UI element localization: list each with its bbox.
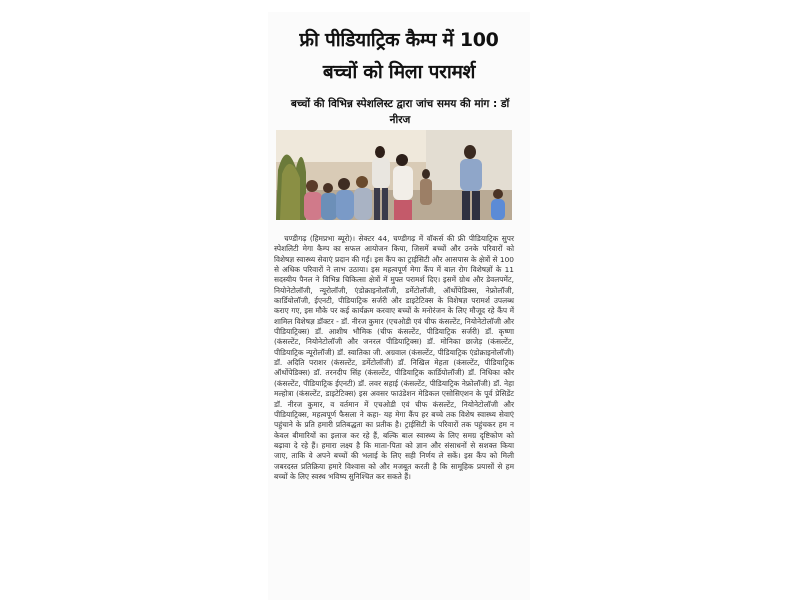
subheadline: बच्चों की विभिन्न स्पेशलिस्ट द्वारा जांच समय की मांग : डॉ नीरज [290, 98, 510, 126]
news-photo [276, 130, 512, 220]
camp-photo-illustration [276, 130, 512, 220]
headline-line-2: बच्चों को मिला परामर्श [322, 61, 476, 83]
headline [268, 24, 530, 88]
article-body: चण्डीगढ़ (हिमप्रभा ब्यूरो)। सेक्टर 44, चण्डीगढ़ में वॉकर्स की फ्री पीडियाट्रिक सुपर स्पेशलिटी मेगा कैम्प का सफल आयोजन किया, जिसमें बच्चों और उनके परिवारों को विशेषज्ञ स्वास्थ्य सेवाएं प्रदान की गईं। इस कैंप का ट्राईसिटी और आसपास के क्षेत्रों से 100 से अधिक परिवारों ने लाभ उठाया। इस महत्वपूर्ण मेगा कैंप में बाल रोग विशेषज्ञों के 11 सदस्यीय पैनल ने विभिन्न चिकित्सा क्षेत्रों में मुफ्त परामर्श दिए। इसमें ग्रोथ और डेवलपमेंट, नियोनेटोलॉजी, न्यूरोलॉजी, एंडोक्राइनोलॉजी, डर्मेटोलॉजी, ऑर्थोपेडिक्स, नेफ्रोलॉजी, कार्डियोलॉजी, ईएनटी, पीडियाट्रिक सर्जरी और डाइटेटिक्स के विशेषज्ञ परामर्श उपलब्ध कराए गए, इस मौके पर कई कार्यक्रम करवाए बच्चों के मनोरंजन के लिए मौजूद रहे कैंप में शामिल विशेषज्ञ डॉक्टर - डॉ. नीरज कुमार (एचओडी एवं चीफ कंसल्टेंट, नियोनेटोलॉजी और पीडियाट्रिक्स) डॉ. आशीष भौमिक (चीफ कंसल्टेंट, पीडियाट्रिक सर्जरी) डॉ. कृष्णा (कंसल्टेंट, नियोनेटोलॉजी और जनरल पीडियाट्रिक्स) डॉ. मोनिका छाजेड़ (कंसल्टेंट, पीडियाट्रिक न्यूरोलॉजी) डॉ. स्वातिका जी. अग्रवाल (कंसल्टेंट, पीडियाट्रिक एंडोक्राइनोलॉजी) डॉ. अदिति पराशर (कंसल्टेंट, डर्मेटोलॉजी) डॉ. निखिल मेहता (कंसल्टेंट, पीडियाट्रिक ऑर्थोपेडिक्स) डॉ. तरनदीप सिंह (कंसल्टेंट, पीडियाट्रिक कार्डियोलॉजी) डॉ. निधिका कौर (कंसल्टेंट, पीडियाट्रिक ईएनटी) डॉ. लवर सहाई (कंसल्टेंट, पीडियाट्रिक नेफ्रोलॉजी) डॉ. नेहा मल्होत्रा (कंसल्टेंट, डाइटेटिक्स) इस अवसर फाउंडेशन मेडिकल एसोसिएशन के पूर्व प्रेसिडेंट डॉ. नीरज कुमार, व वर्तमान में एचओडी एवं चीफ कंसल्टेंट, नियोनेटोलॉजी और पीडियाट्रिक्स, महत्वपूर्ण फैसला ने कहा- यह मेगा कैंप हर बच्चे तक विशेष स्वास्थ्य सेवाएं पहुंचाने के प्रति हमारी प्रतिबद्धता का प्रतीक है। ट्राईसिटी के परिवारों तक पहुंचकर हम न केवल बीमारियों का इलाज कर रहे हैं, बल्कि बाल स्वास्थ्य के लिए समग्र दृष्टिकोण को बढ़ावा दे रहे हैं। हमारा लक्ष्य है कि माता-पिता को ज्ञान और संसाधनों से सशक्त किया जाए, ताकि वे अपने बच्चों की भलाई के लिए सही निर्णय ले सकें। इस कैंप को मिली जबरदस्त प्रतिक्रिया हमारे विश्वास को और मजबूत करती है कि सामूहिक प्रयासों से हम बच्चों के लिए स्वस्थ भविष्य सुनिश्चित कर सकते हैं। [274, 234, 514, 481]
headline-line-1: फ्री पीडियाट्रिक कैम्प में 100 [299, 29, 499, 51]
newspaper-clipping [268, 12, 530, 600]
